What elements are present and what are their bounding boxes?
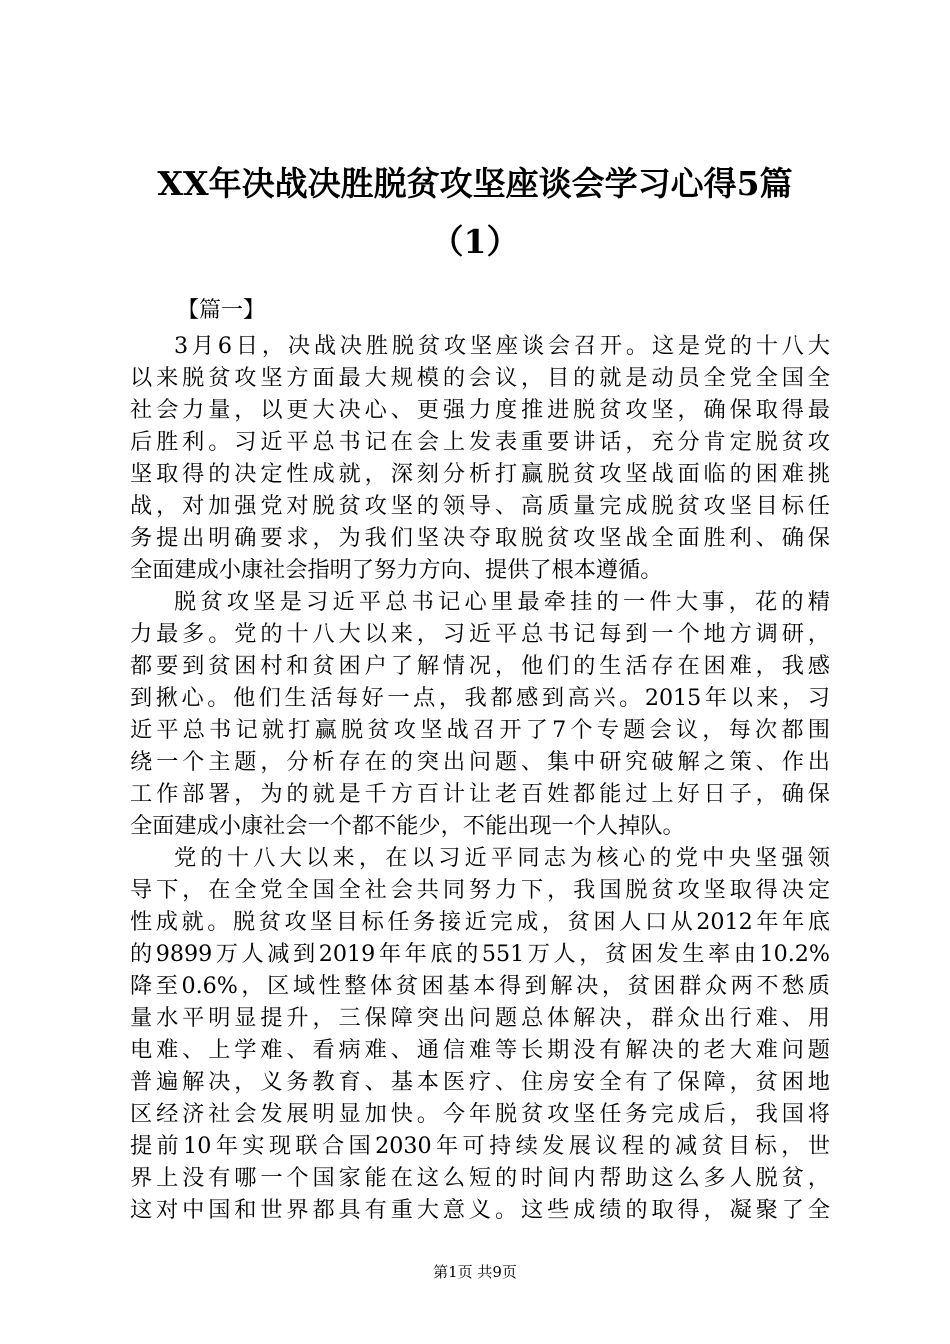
text-line: 脱贫攻坚是习近平总书记心里最牵挂的一件大事，花的精	[174, 589, 830, 615]
text-line: 党的十八大以来，在以习近平同志为核心的党中央坚强领	[174, 845, 830, 871]
text-line: 以来脱贫攻坚方面最大规模的会议，目的就是动员全党全国全	[130, 365, 830, 391]
document-title: XX年决战决胜脱贫攻坚座谈会学习心得5篇	[157, 164, 793, 203]
text-line: 战，对加强党对脱贫攻坚的领导、高质量完成脱贫攻坚目标任	[130, 493, 830, 519]
page-footer: 第1页 共9页	[433, 1263, 517, 1281]
text-line: 全面建成小康社会一个都不能少，不能出现一个人掉队。	[130, 813, 685, 839]
text-line: 界上没有哪一个国家能在这么短的时间内帮助这么多人脱贫，	[130, 1165, 830, 1191]
text-line: 工作部署，为的就是千方百计让老百姓都能过上好日子，确保	[130, 781, 830, 807]
text-line: 坚取得的决定性成就，深刻分析打赢脱贫攻坚战面临的困难挑	[130, 461, 830, 487]
text-line: 到揪心。他们生活每好一点，我都感到高兴。2015年以来，习	[130, 685, 830, 711]
text-line: 近平总书记就打赢脱贫攻坚战召开了7个专题会议，每次都围	[130, 717, 830, 743]
text-line: 普遍解决，义务教育、基本医疗、住房安全有了保障，贫困地	[130, 1069, 830, 1095]
text-line: 区经济社会发展明显加快。今年脱贫攻坚任务完成后，我国将	[130, 1101, 830, 1127]
text-line: 导下，在全党全国全社会共同努力下，我国脱贫攻坚取得决定	[130, 877, 830, 903]
text-line: 全面建成小康社会指明了努力方向、提供了根本遵循。	[130, 557, 663, 583]
text-line: 3月6日，决战决胜脱贫攻坚座谈会召开。这是党的十八大	[174, 333, 830, 359]
text-line: 提前10年实现联合国2030年可持续发展议程的减贫目标，世	[130, 1133, 830, 1159]
text-line: 这对中国和世界都具有重大意义。这些成绩的取得，凝聚了全	[130, 1197, 830, 1223]
text-line: 性成就。脱贫攻坚目标任务接近完成，贫困人口从2012年年底	[130, 909, 830, 935]
text-line: 绕一个主题，分析存在的突出问题、集中研究破解之策、作出	[130, 749, 830, 775]
document-title-continuation: （1）	[430, 222, 520, 261]
text-line: 务提出明确要求，为我们坚决夺取脱贫攻坚战全面胜利、确保	[130, 525, 830, 551]
body-text	[130, 330, 830, 1226]
text-line: 后胜利。习近平总书记在会上发表重要讲话，充分肯定脱贫攻	[130, 429, 830, 455]
text-line: 的9899万人减到2019年年底的551万人，贫困发生率由10.2%	[130, 941, 830, 967]
text-line: 电难、上学难、看病难、通信难等长期没有解决的老大难问题	[130, 1037, 830, 1063]
section-heading: 【篇一】	[177, 298, 266, 323]
text-line: 量水平明显提升，三保障突出问题总体解决，群众出行难、用	[130, 1005, 830, 1031]
text-line: 社会力量，以更大决心、更强力度推进脱贫攻坚，确保取得最	[130, 397, 830, 423]
text-line: 都要到贫困村和贫困户了解情况，他们的生活存在困难，我感	[130, 653, 830, 679]
text-line: 降至0.6%，区域性整体贫困基本得到解决，贫困群众两不愁质	[130, 973, 830, 999]
text-line: 力最多。党的十八大以来，习近平总书记每到一个地方调研，	[130, 621, 830, 647]
